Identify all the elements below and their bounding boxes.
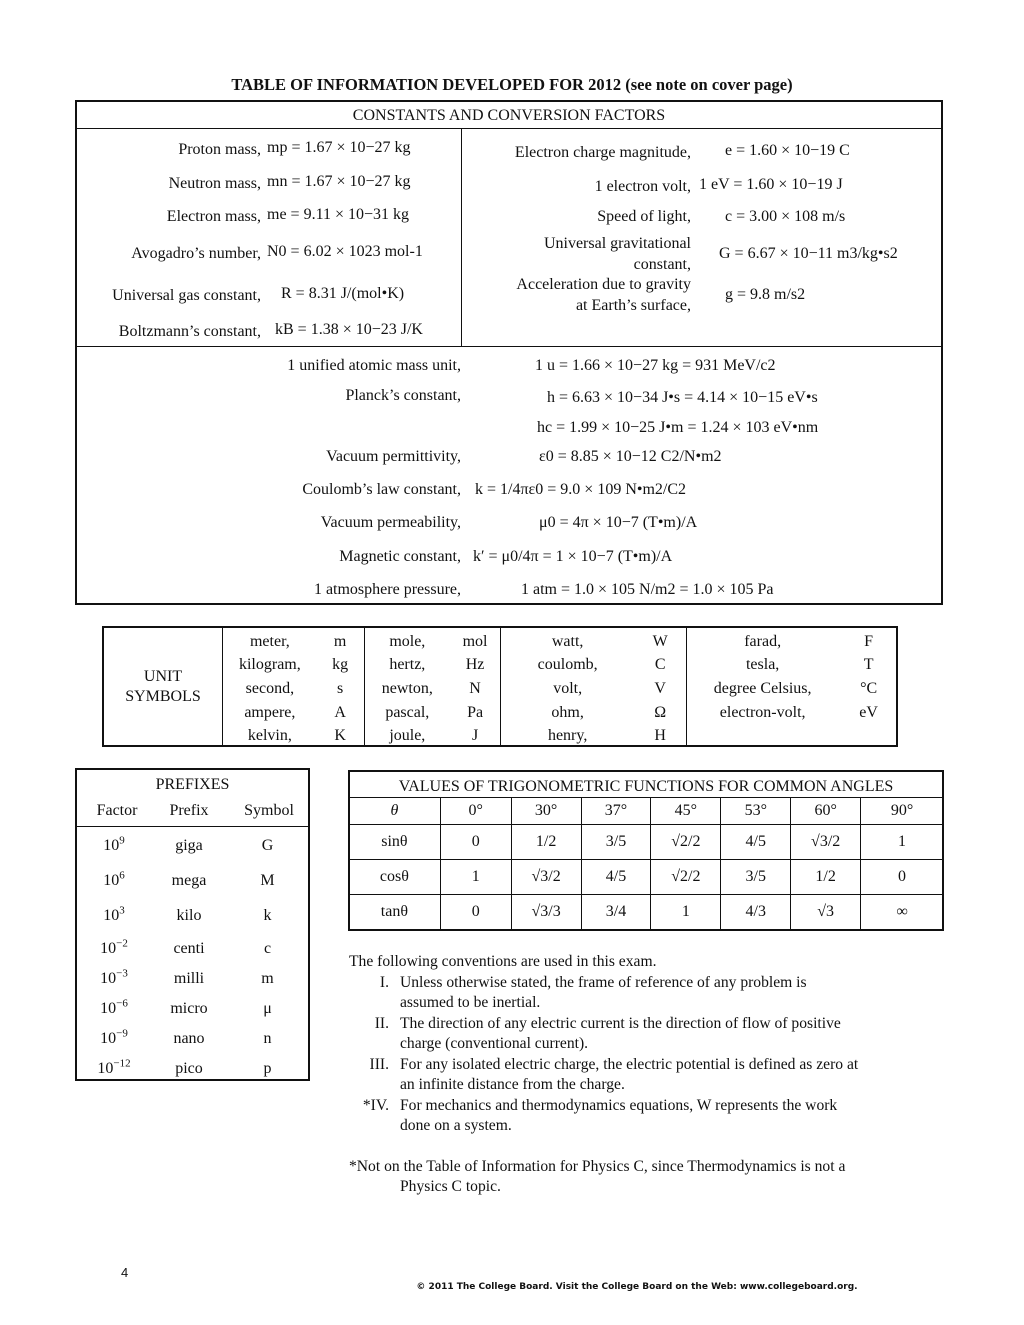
prefix-column-header: Prefix [169,802,209,819]
constant-label: Electron charge magnitude, [514,144,691,161]
trig-angle-header: θ [349,798,441,825]
constant-value: R = 8.31 J/(mol•K) [281,285,405,302]
prefix-factor-exp: 9 [119,834,125,847]
trig-value: 0 [440,895,511,930]
constant-value: hc = 1.99 × 10−25 J•m = 1.24 × 103 eV•nm [537,419,819,436]
prefix-symbol: k [263,906,272,924]
trig-value: √3/3 [511,895,581,930]
constant-label: Acceleration due to gravity [516,276,691,293]
conventions [349,952,949,1198]
trig-value: 4/5 [581,860,651,895]
unit-symbol: K [334,727,346,745]
unit-symbol: Pa [467,703,484,721]
prefix-factor-base: 10 [103,906,120,924]
trig-value: 1/2 [511,825,581,860]
trig-value: √2/2 [651,825,721,860]
convention-text: done on a system. [400,1117,512,1135]
trig-angle: 90° [861,798,944,825]
constant-value: c = 3.00 × 108 m/s [725,208,846,225]
unit-symbol: eV [859,703,878,721]
trig-value: 3/5 [581,825,651,860]
prefix-name: giga [175,836,203,854]
unit-name: ampere, [244,703,296,721]
prefix-factor-exp: −9 [116,1027,128,1040]
unit-name: hertz, [389,656,426,674]
constant-value: N0 = 6.02 × 1023 mol-1 [267,243,423,260]
list-item [349,973,949,1014]
list-item [349,1096,949,1137]
conventions-intro: The following conventions are used in this exam. [349,953,657,970]
prefix-factor-base: 10 [100,1000,117,1017]
table-row [223,654,896,678]
constant-value: me = 9.11 × 10−31 kg [267,206,410,223]
table-row [77,964,308,994]
prefix-factor-base: 10 [103,836,120,854]
prefix-name: micro [170,1000,208,1017]
prefix-factor-base: 10 [103,871,120,889]
table-row [77,898,308,933]
unit-symbol: Hz [465,656,485,674]
page-title: TABLE OF INFORMATION DEVELOPED FOR 2012 (see note on cover page) [231,75,793,94]
unit-symbols-box [102,626,898,747]
constant-label: Neutron mass, [168,175,261,192]
page-number: 4 [121,1265,129,1280]
prefix-factor-exp: 3 [119,904,125,917]
constant-label: Electron mass, [166,208,261,225]
trig-value: √3/2 [791,825,861,860]
trig-angle: 60° [791,798,861,825]
constant-value: G = 6.67 × 10−11 m3/kg•s2 [719,245,898,262]
unit-symbol: °C [860,679,878,697]
convention-number: II. [374,1014,389,1032]
trig-value: 4/3 [721,895,791,930]
unit-symbol: m [333,632,347,650]
list-item [349,1014,949,1055]
trig-value: 1 [440,860,511,895]
unit-symbol: A [334,703,346,721]
trig-value: ∞ [861,895,944,930]
prefix-symbol: c [263,939,272,957]
trig-value: 1 [861,825,944,860]
table-row [77,863,308,898]
prefix-name: nano [173,1030,205,1047]
unit-symbol [841,724,896,748]
constant-value: e = 1.60 × 10−19 C [725,142,850,159]
trig-value: √3/2 [511,860,581,895]
table-row [77,933,308,964]
constant-label: 1 unified atomic mass unit, [287,357,461,374]
prefixes-box [75,768,310,1081]
unit-name: meter, [249,632,290,650]
unit-name: degree Celsius, [713,679,812,697]
unit-name: ohm, [551,703,584,721]
unit-symbols-header: UNIT [143,668,183,685]
constant-label: Avogadro’s number, [131,245,261,262]
constant-value: 1 eV = 1.60 × 10−19 J [699,176,843,193]
prefix-factor-base: 10 [100,970,117,987]
convention-number: I. [379,973,389,991]
prefix-column-header: Factor [96,802,138,819]
prefix-factor-base: 10 [100,939,117,957]
trig-value: 3/4 [581,895,651,930]
trig-value: 0 [861,860,944,895]
prefix-symbol: p [263,1060,272,1077]
table-row [349,895,944,930]
unit-symbol: J [471,727,479,745]
trig-box [348,770,944,931]
trig-value: 0 [440,825,511,860]
unit-symbol: T [863,656,874,674]
convention-text: For mechanics and thermodynamics equations, W represents the work [400,1096,838,1114]
unit-name: newton, [381,679,433,697]
table-row [349,825,944,860]
unit-name: joule, [389,727,426,745]
constant-label: Magnetic constant, [339,548,461,565]
trig-angle: 45° [651,798,721,825]
convention-number: *IV. [362,1096,389,1114]
trig-value: 3/5 [721,860,791,895]
table-row [349,798,944,825]
unit-symbol: W [652,632,668,650]
table-row [223,701,896,725]
convention-text: charge (conventional current). [400,1035,589,1053]
trig-angle: 53° [721,798,791,825]
prefix-factor-exp: −6 [116,997,128,1010]
constants-box [75,100,943,605]
table-row [77,1054,308,1084]
prefix-factor-exp: −3 [116,967,128,980]
constant-label: Universal gas constant, [112,287,261,304]
unit-name: kelvin, [247,727,292,745]
conventions-note: Physics C topic. [400,1178,501,1196]
trig-header: VALUES OF TRIGONOMETRIC FUNCTIONS FOR COMMON ANGLES [398,778,894,795]
trig-value: 4/5 [721,825,791,860]
unit-name: volt, [553,679,583,697]
constant-label: Universal gravitational [543,235,691,252]
unit-symbol: kg [332,656,349,674]
unit-symbols-table [223,630,896,748]
unit-name [684,724,841,748]
constant-value: mp = 1.67 × 10−27 kg [267,139,411,156]
constant-label: Vacuum permittivity, [326,448,461,465]
conventions-note: *Not on the Table of Information for Physics C, since Thermodynamics is not a [349,1157,846,1175]
convention-number: III. [369,1055,389,1073]
constant-value: k = 1/4πε0 = 9.0 × 109 N•m2/C2 [475,481,687,498]
constant-label: 1 electron volt, [594,178,691,195]
prefix-name: kilo [176,906,202,924]
unit-name: watt, [551,632,584,650]
table-row [223,724,896,748]
trig-value: 1 [651,895,721,930]
unit-name: electron-volt, [719,703,806,721]
unit-name: pascal, [385,703,430,721]
unit-name: kilogram, [238,656,301,674]
unit-name: mole, [389,632,426,650]
trig-function: cosθ [349,860,441,895]
constant-label: Proton mass, [178,141,261,158]
convention-text: The direction of any electric current is the direction of flow of positive [400,1014,841,1032]
constant-label: constant, [633,256,691,273]
unit-symbol: F [864,632,874,650]
prefix-name: pico [175,1060,203,1077]
constant-label: Vacuum permeability, [320,514,461,531]
unit-name: second, [245,679,295,697]
prefix-name: mega [171,871,207,889]
constant-value: k′ = μ0/4π = 1 × 10−7 (T•m)/A [473,548,673,565]
prefix-symbol: G [261,836,274,854]
constant-value: μ0 = 4π × 10−7 (T•m)/A [539,514,698,531]
constant-label: Boltzmann’s constant, [118,323,261,340]
unit-name: henry, [547,727,588,745]
convention-text: Unless otherwise stated, the frame of reference of any problem is [400,973,807,991]
list-item [349,1055,949,1096]
prefixes-header: PREFIXES [155,776,230,793]
table-row [77,1024,308,1054]
constant-value: kB = 1.38 × 10−23 J/K [275,321,423,338]
prefix-symbol: μ [263,1000,272,1017]
unit-symbol: C [654,656,666,674]
constant-value: 1 u = 1.66 × 10−27 kg = 931 MeV/c2 [535,357,776,374]
constant-value: mn = 1.67 × 10−27 kg [267,173,411,190]
prefix-factor-exp: 6 [119,869,125,882]
convention-text: For any isolated electric charge, the electric potential is defined as zero at [400,1055,859,1073]
table-row [349,860,944,895]
prefix-factor-exp: −12 [113,1057,131,1070]
prefix-name: centi [173,939,205,957]
unit-symbol: Ω [654,703,667,721]
constant-label: Coulomb’s law constant, [302,481,461,498]
footer: © 2011 The College Board. Visit the College Board on the Web: www.collegeboard.org. [416,1282,858,1292]
unit-name: farad, [744,632,782,650]
prefix-column-header: Symbol [244,802,294,819]
constants-header: CONSTANTS AND CONVERSION FACTORS [352,107,666,124]
trig-angle: 30° [511,798,581,825]
unit-symbol: mol [462,632,488,650]
trig-angle: 37° [581,798,651,825]
unit-name: coulomb, [537,656,598,674]
prefix-symbol: M [260,871,275,889]
unit-symbol: s [336,679,344,697]
constant-value: 1 atm = 1.0 × 105 N/m2 = 1.0 × 105 Pa [521,581,774,598]
unit-symbol: H [654,727,666,745]
prefix-factor-base: 10 [100,1030,117,1047]
unit-symbol: N [469,679,481,697]
prefixes-table [77,828,308,1084]
trig-angle: 0° [440,798,511,825]
constant-value: ε0 = 8.85 × 10−12 C2/N•m2 [539,448,722,465]
convention-text: assumed to be inertial. [400,994,541,1012]
trig-value: √3 [791,895,861,930]
constant-label: Planck’s constant, [345,387,461,404]
prefix-factor-exp: −2 [116,937,128,950]
trig-value: √2/2 [651,860,721,895]
constant-value: g = 9.8 m/s2 [725,286,806,303]
unit-name: tesla, [745,656,780,674]
constant-label: Speed of light, [597,208,691,225]
prefix-symbol: m [261,970,274,987]
table-row [77,994,308,1024]
trig-function: sinθ [349,825,441,860]
table-row [223,677,896,701]
trig-function: tanθ [349,895,441,930]
prefix-factor-base: 10 [97,1060,114,1077]
constant-label: 1 atmosphere pressure, [313,581,461,598]
table-row [223,630,896,654]
prefix-symbol: n [263,1030,272,1047]
unit-symbol: V [654,679,666,697]
convention-text: an infinite distance from the charge. [400,1076,625,1094]
table-row [77,828,308,863]
constant-value: h = 6.63 × 10−34 J•s = 4.14 × 10−15 eV•s [547,389,818,406]
unit-symbols-header: SYMBOLS [125,688,201,705]
constant-label: at Earth’s surface, [575,297,691,314]
trig-value: 1/2 [791,860,861,895]
prefix-name: milli [173,970,205,987]
trig-table [348,797,944,930]
